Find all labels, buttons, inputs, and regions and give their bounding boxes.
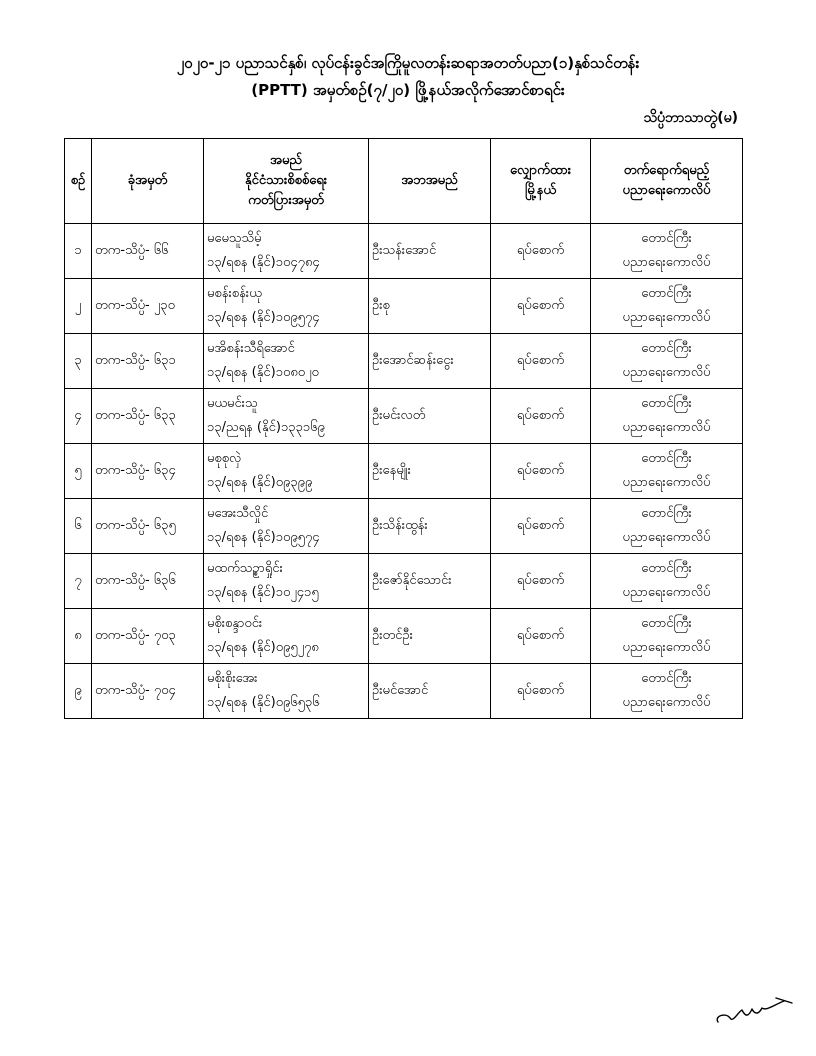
college-label: ပညာရေးကောလိပ် [622,530,711,545]
father-name: ဦးသန်းအောင် [369,224,491,279]
father-name: ဦးစု [369,279,491,334]
college-city: တောင်ကြီး [641,231,692,246]
results-table [64,138,743,719]
name-cell [204,444,369,499]
father-name: ဦးနေမျိုး [369,444,491,499]
row-number: ၅ [65,444,92,499]
college-label: ပညာရေးကောလိပ် [622,695,711,710]
document-title-line1: ၂၀၂၀-၂၁ ပညာသင်နှစ်၊ လုပ်ငန်းခွင်အကြိုမူလတန်းဆရာအတတ်ပညာ(၁)နှစ်သင်တန်း [176,54,640,72]
document-title-line2: (PPTT) အမှတ်စဉ်(၇/၂၀) ဖြို့နယ်အလိုက်အောင်စာရင်း [251,81,565,99]
college-cell [591,444,743,499]
header-township [491,139,591,224]
roll-number: တက-သိပ္ပံ- ၆၃၄ [92,444,204,499]
college-cell [591,664,743,719]
table-body [65,224,743,719]
college-cell [591,609,743,664]
father-name: ဦးမင်းလတ် [369,389,491,444]
name-cell [204,554,369,609]
college-cell [591,389,743,444]
roll-number: တက-သိပ္ပံ- ၂၃၀ [92,279,204,334]
roll-number: တက-သိပ္ပံ- ၇၀၄ [92,664,204,719]
township: ရပ်စောက် [491,389,591,444]
row-number: ၄ [65,389,92,444]
nrc-number: ၁၃/ရစန (နိုင်)၀၉၅၂၇၈ [207,640,319,655]
name-cell [204,609,369,664]
header-name-line3: ကတ်ပြားအမှတ် [248,193,324,208]
student-name: မမေသူသိမ့် [207,231,262,246]
roll-number: တက-သိပ္ပံ- ၆၃၃ [92,389,204,444]
nrc-number: ၁၃/ရစန (နိုင်)၁၀၉၅၇၄ [207,530,320,545]
township: ရပ်စောက် [491,664,591,719]
nrc-number: ၁၃/ရစန (နိုင်)၁၀၉၅၇၄ [207,310,320,325]
header-name-line1: အမည် [270,153,302,168]
nrc-number: ၁၃/ရစန (နိုင်)၁၀၄၇၈၄ [207,255,320,270]
college-cell [591,554,743,609]
header-father-name: အဘအမည် [369,139,491,224]
college-label: ပညာရေးကောလိပ် [622,475,711,490]
student-name: မအိစန်းသီရိအောင် [207,341,295,356]
table-row [65,389,743,444]
college-cell [591,279,743,334]
header-college-line2: ပညာရေးကောလိပ် [622,183,711,198]
row-number: ၁ [65,224,92,279]
college-label: ပညာရေးကောလိပ် [622,585,711,600]
father-name: ဦးအောင်ဆန်းငွေး [369,334,491,389]
header-name-line2: နိုင်ငံသားစိစစ်ရေး [244,173,328,188]
table-header-row [65,139,743,224]
township: ရပ်စောက် [491,444,591,499]
name-cell [204,664,369,719]
table-row [65,554,743,609]
name-cell [204,389,369,444]
table-row [65,224,743,279]
student-name: မအေးသီလှိုင် [207,506,269,521]
table-row [65,334,743,389]
row-number: ၇ [65,554,92,609]
college-city: တောင်ကြီး [641,396,692,411]
father-name: ဦးသိန်းထွန်း [369,499,491,554]
header-roll-number: ခုံအမှတ် [92,139,204,224]
name-cell [204,499,369,554]
header-no: စဉ် [65,139,92,224]
township: ရပ်စောက် [491,554,591,609]
college-label: ပညာရေးကောလိပ် [622,255,711,270]
roll-number: တက-သိပ္ပံ- ၆၃၅ [92,499,204,554]
row-number: ၂ [65,279,92,334]
college-cell [591,499,743,554]
table-row [65,499,743,554]
township: ရပ်စောက် [491,224,591,279]
college-label: ပညာရေးကောလိပ် [622,420,711,435]
student-name: မစုစုလှဲ [207,451,242,466]
college-cell [591,334,743,389]
college-city: တောင်ကြီး [641,616,692,631]
header-college-line1: တက်ရောက်ရမည့် [623,163,710,178]
township: ရပ်စောက် [491,609,591,664]
college-label: ပညာရေးကောလိပ် [622,640,711,655]
father-name: ဦးမင်အောင် [369,664,491,719]
student-name: မစိုးစိုးအေး [207,671,258,686]
college-city: တောင်ကြီး [641,341,692,356]
header-township-line1: လျှောက်ထား [509,163,572,178]
row-number: ၉ [65,664,92,719]
table-row [65,609,743,664]
nrc-number: ၁၃/ညရန (နိုင်)၁၃၃၁၆၉ [207,420,325,435]
college-cell [591,224,743,279]
student-name: မစန်းစန်းယု [207,286,262,301]
table-row [65,444,743,499]
header-name-nrc [204,139,369,224]
nrc-number: ၁၃/ရစန (နိုင်)၀၉၆၅၃၆ [207,695,320,710]
college-city: တောင်ကြီး [641,671,692,686]
row-number: ၆ [65,499,92,554]
college-city: တောင်ကြီး [641,506,692,521]
name-cell [204,224,369,279]
name-cell [204,279,369,334]
roll-number: တက-သိပ္ပံ- ၇၀၃ [92,609,204,664]
student-name: မယမင်းသူ [207,396,258,411]
roll-number: တက-သိပ္ပံ- ၆၃၁ [92,334,204,389]
roll-number: တက-သိပ္ပံ- ၆၃၆ [92,554,204,609]
father-name: ဦးဇော်နိုင်သောင်း [369,554,491,609]
nrc-number: ၁၃/ရစန (နိုင်)၀၉၃၉၉ [207,475,313,490]
township: ရပ်စောက် [491,279,591,334]
student-name: မထက်သဥ္စာရှိုင်း [207,561,283,576]
township: ရပ်စောက် [491,499,591,554]
signature-icon [712,992,796,1028]
table-row [65,664,743,719]
college-city: တောင်ကြီး [641,561,692,576]
township: ရပ်စောက် [491,334,591,389]
father-name: ဦးတင်ဦး [369,609,491,664]
college-label: ပညာရေးကောလိပ် [622,310,711,325]
row-number: ၃ [65,334,92,389]
college-label: ပညာရေးကောလိပ် [622,365,711,380]
subject-group-label: သိပ္ပံဘာသာတွဲ(မ) [643,110,738,126]
name-cell [204,334,369,389]
college-city: တောင်ကြီး [641,451,692,466]
roll-number: တက-သိပ္ပံ- ၆၆ [92,224,204,279]
student-name: မစိုးစန္ဒာဝင်း [207,616,263,631]
nrc-number: ၁၃/ရစန (နိုင်)၁၀၂၄၁၅ [207,585,319,600]
header-township-line2: မြို့နယ် [525,183,556,198]
row-number: ၈ [65,609,92,664]
nrc-number: ၁၃/ရစန (နိုင်)၁၀၈၀၂၀ [207,365,319,380]
header-college [591,139,743,224]
college-city: တောင်ကြီး [641,286,692,301]
table-row [65,279,743,334]
